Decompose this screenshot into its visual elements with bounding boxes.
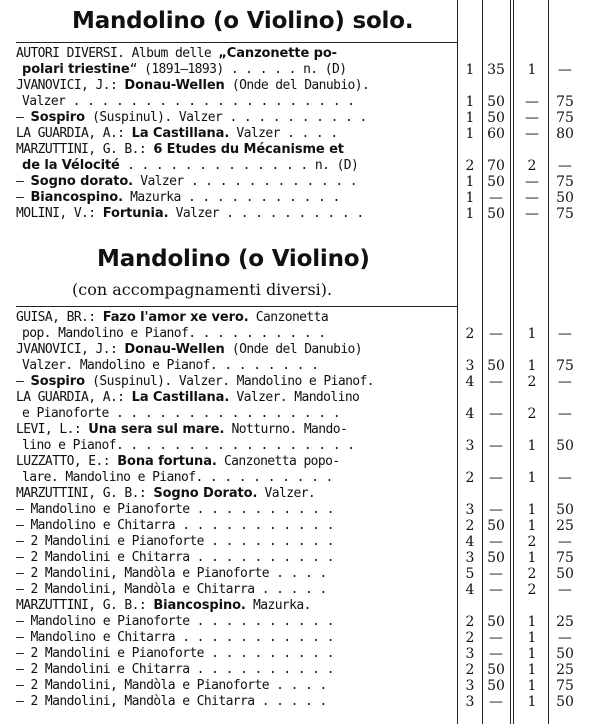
- entry-text: — 2 Mandolini e Pianoforte . . . . . . . . .: [16, 646, 334, 661]
- entry-text: Notturno. Mando-: [224, 422, 348, 437]
- entry-line: [16, 374, 456, 390]
- entry-description: [16, 630, 456, 646]
- entry-line: [16, 78, 456, 94]
- price-col-1: 1: [465, 206, 475, 222]
- catalog-entry: [0, 454, 600, 486]
- price-col-3: 1: [527, 662, 537, 678]
- entry-text: Valzer.: [257, 486, 316, 501]
- catalog-entry: [0, 518, 600, 534]
- price-col-1: 2: [465, 470, 475, 486]
- price-col-2: 50: [487, 358, 505, 374]
- price-col-4: —: [558, 326, 572, 342]
- entry-line: [16, 582, 456, 598]
- entry-description: [16, 374, 456, 390]
- entry-text: Valzer . . . . . . . . . . . .: [133, 174, 358, 189]
- price-col-4: 75: [556, 678, 574, 694]
- price-col-2: 70: [487, 158, 505, 174]
- entry-text: — 2 Mandolini, Mandòla e Pianoforte . . . .: [16, 678, 327, 693]
- price-col-1: [458, 598, 482, 614]
- price-col-1: 1: [465, 174, 475, 190]
- entry-line: [16, 174, 456, 190]
- price-col-1: 2: [465, 518, 475, 534]
- price-col-4: 50: [556, 646, 574, 662]
- entry-text: Valzer. Mandolino: [229, 390, 360, 405]
- entry-description: [16, 614, 456, 630]
- catalog-entry: [0, 422, 600, 454]
- price-col-4: —: [558, 406, 572, 422]
- price-col-1: 1: [465, 126, 475, 142]
- title-rule: [16, 42, 457, 43]
- section-subtitle: (con accompagnamenti diversi).: [72, 280, 333, 299]
- catalog-entry: [0, 190, 600, 206]
- entry-text: —: [16, 190, 31, 205]
- price-col-4: 50: [556, 566, 574, 582]
- price-col-2: —: [489, 582, 503, 598]
- entry-text: LA GUARDIA, A.:: [16, 390, 132, 405]
- work-title: „Canzonette po-: [218, 46, 337, 61]
- price-col-2: [483, 598, 509, 614]
- entry-description: [16, 390, 456, 422]
- entry-description: [16, 422, 456, 454]
- work-title: La Castillana.: [131, 126, 230, 141]
- price-col-1: 5: [465, 566, 475, 582]
- entry-text: — Mandolino e Pianoforte . . . . . . . . . .: [16, 502, 334, 517]
- price-col-4: 50: [556, 190, 574, 206]
- entry-text: lare. Mandolino e Pianof. . . . . . . . . .: [22, 470, 333, 485]
- price-col-3: —: [525, 126, 539, 142]
- price-col-1: 3: [465, 502, 475, 518]
- catalog-entry: [0, 174, 600, 190]
- entry-text: Canzonetta popo-: [216, 454, 340, 469]
- entry-line: [16, 190, 456, 206]
- entry-description: [16, 566, 456, 582]
- entry-text: AUTORI DIVERSI. Album delle: [16, 46, 219, 61]
- price-col-4: 50: [556, 694, 574, 710]
- entry-line: [16, 646, 456, 662]
- entry-text: LA GUARDIA, A.:: [16, 126, 132, 141]
- work-title: polari triestine: [22, 62, 130, 77]
- price-col-3: 2: [527, 374, 537, 390]
- title-rule: [16, 306, 457, 307]
- work-title: 6 Etudes du Mécanisme et: [153, 142, 344, 157]
- price-col-2: 35: [487, 62, 505, 78]
- entry-description: [16, 46, 456, 78]
- catalog-entry: [0, 46, 600, 78]
- entry-line: [16, 94, 456, 110]
- price-col-3: —: [525, 174, 539, 190]
- price-col-2: —: [489, 190, 503, 206]
- work-title: Una sera sul mare.: [88, 422, 225, 437]
- price-col-4: 75: [556, 206, 574, 222]
- price-col-2: —: [489, 694, 503, 710]
- price-col-3: 2: [527, 566, 537, 582]
- price-col-3: 2: [527, 406, 537, 422]
- entry-description: [16, 678, 456, 694]
- entry-description: [16, 694, 456, 710]
- entry-text: . . . . . . . . . . . . . n. (D): [119, 158, 359, 173]
- entry-text: — Mandolino e Pianoforte . . . . . . . . . .: [16, 614, 334, 629]
- price-col-3: 1: [527, 326, 537, 342]
- entry-line: [16, 406, 456, 422]
- price-col-2: —: [489, 470, 503, 486]
- price-col-2: 50: [487, 174, 505, 190]
- entry-text: — 2 Mandolini, Mandòla e Chitarra . . . . .: [16, 694, 327, 709]
- entry-line: [16, 206, 456, 222]
- price-col-2: 50: [487, 94, 505, 110]
- catalog-entry: [0, 110, 600, 126]
- price-col-3: —: [525, 110, 539, 126]
- price-col-2: —: [489, 406, 503, 422]
- entry-description: [16, 582, 456, 598]
- entry-description: [16, 518, 456, 534]
- price-col-4: [550, 486, 580, 502]
- entry-line: [16, 126, 456, 142]
- price-col-3: 1: [527, 646, 537, 662]
- price-col-2: 50: [487, 206, 505, 222]
- price-col-3: —: [525, 190, 539, 206]
- entry-text: —: [16, 374, 31, 389]
- price-col-4: 75: [556, 110, 574, 126]
- entry-text: GUISA, BR.:: [16, 310, 103, 325]
- catalog-entry: [0, 550, 600, 566]
- entry-line: [16, 486, 456, 502]
- section-title: Mandolino (o Violino): [97, 246, 370, 272]
- entry-description: [16, 454, 456, 486]
- catalog-entry: [0, 126, 600, 142]
- catalog-entry: [0, 342, 600, 374]
- entry-line: [16, 630, 456, 646]
- entry-text: — 2 Mandolini e Chitarra . . . . . . . . . .: [16, 550, 334, 565]
- price-col-1: 4: [465, 406, 475, 422]
- entry-description: [16, 534, 456, 550]
- price-col-3: 2: [527, 158, 537, 174]
- entry-line: [16, 158, 456, 174]
- price-col-3: 1: [527, 358, 537, 374]
- price-col-3: [520, 486, 544, 502]
- price-col-1: 2: [465, 630, 475, 646]
- entry-line: [16, 358, 456, 374]
- price-col-3: —: [525, 94, 539, 110]
- catalog-entry: [0, 310, 600, 342]
- entry-description: [16, 142, 456, 174]
- price-col-4: 80: [556, 126, 574, 142]
- price-col-4: —: [558, 630, 572, 646]
- catalog-entry: [0, 678, 600, 694]
- catalog-entry: [0, 614, 600, 630]
- entry-description: [16, 486, 456, 502]
- price-col-2: —: [489, 646, 503, 662]
- catalog-entry: [0, 206, 600, 222]
- work-title: Biancospino.: [30, 190, 123, 205]
- entry-text: LUZZATTO, E.:: [16, 454, 118, 469]
- entry-line: [16, 566, 456, 582]
- catalog-entry: [0, 502, 600, 518]
- entry-text: pop. Mandolino e Pianof. . . . . . . . . .: [22, 326, 326, 341]
- entry-text: Mazurka.: [245, 598, 311, 613]
- entry-description: [16, 550, 456, 566]
- price-col-4: —: [558, 582, 572, 598]
- entry-line: [16, 694, 456, 710]
- entry-description: [16, 310, 456, 342]
- price-col-4: —: [558, 374, 572, 390]
- catalog-entry: [0, 662, 600, 678]
- price-col-2: 50: [487, 110, 505, 126]
- entry-text: (Onde del Danubio).: [224, 78, 370, 93]
- entry-text: Valzer . . . . . . . . . . . . . . . . . . . .: [22, 94, 355, 109]
- price-col-4: 50: [556, 502, 574, 518]
- price-col-1: 1: [465, 94, 475, 110]
- price-col-1: 3: [465, 646, 475, 662]
- entry-text: Valzer . . . .: [229, 126, 338, 141]
- price-col-4: 25: [556, 662, 574, 678]
- entry-description: [16, 206, 456, 222]
- entry-text: — Mandolino e Chitarra . . . . . . . . . . .: [16, 518, 334, 533]
- price-col-3: 1: [527, 470, 537, 486]
- price-col-4: —: [558, 534, 572, 550]
- entry-line: [16, 142, 456, 158]
- price-col-2: 50: [487, 614, 505, 630]
- entry-line: [16, 326, 456, 342]
- entry-text: lino e Pianof. . . . . . . . . . . . . . . . .: [22, 438, 355, 453]
- price-col-1: 4: [465, 374, 475, 390]
- entry-text: —: [16, 110, 31, 125]
- work-title: Fortunia.: [102, 206, 169, 221]
- price-col-3: —: [525, 206, 539, 222]
- price-col-1: 1: [465, 190, 475, 206]
- price-col-1: 2: [465, 326, 475, 342]
- price-col-4: 25: [556, 518, 574, 534]
- price-col-1: [458, 486, 482, 502]
- entry-text: MARZUTTINI, G. B.:: [16, 142, 154, 157]
- entry-description: [16, 502, 456, 518]
- entry-description: [16, 662, 456, 678]
- work-title: de la Vélocité: [22, 158, 120, 173]
- entry-line: [16, 310, 456, 326]
- entry-line: [16, 550, 456, 566]
- catalog-entry: [0, 646, 600, 662]
- price-col-2: 50: [487, 550, 505, 566]
- price-col-3: 1: [527, 518, 537, 534]
- entry-text: MOLINI, V.:: [16, 206, 103, 221]
- work-title: La Castillana.: [131, 390, 230, 405]
- price-col-4: —: [558, 62, 572, 78]
- entry-text: LEVI, L.:: [16, 422, 89, 437]
- work-title: Donau-Wellen: [124, 342, 225, 357]
- entry-text: — 2 Mandolini, Mandòla e Chitarra . . . . .: [16, 582, 327, 597]
- entry-text: (Suspinul). Valzer. Mandolino e Pianof.: [84, 374, 374, 389]
- entry-line: [16, 438, 456, 454]
- price-col-2: 60: [487, 126, 505, 142]
- work-title: Sospiro: [30, 374, 85, 389]
- price-col-3: 1: [527, 678, 537, 694]
- catalog-entry: [0, 630, 600, 646]
- catalog-entry: [0, 534, 600, 550]
- price-col-1: 3: [465, 694, 475, 710]
- entry-description: [16, 190, 456, 206]
- entry-line: [16, 502, 456, 518]
- entry-text: MARZUTTINI, G. B.:: [16, 598, 154, 613]
- entry-line: [16, 422, 456, 438]
- entry-line: [16, 62, 456, 78]
- catalog-entry: [0, 598, 600, 614]
- entry-line: [16, 518, 456, 534]
- catalog-entry: [0, 374, 600, 390]
- entry-line: [16, 534, 456, 550]
- price-col-2: —: [489, 502, 503, 518]
- price-col-4: 75: [556, 174, 574, 190]
- price-col-1: 1: [465, 62, 475, 78]
- price-col-1: 3: [465, 438, 475, 454]
- price-col-1: 3: [465, 678, 475, 694]
- entry-text: — Mandolino e Chitarra . . . . . . . . . . .: [16, 630, 334, 645]
- entry-description: [16, 174, 456, 190]
- entry-description: [16, 110, 456, 126]
- price-col-2: —: [489, 374, 503, 390]
- entry-text: Mazurka . . . . . . . . . . .: [122, 190, 340, 205]
- price-col-4: 75: [556, 94, 574, 110]
- entry-text: Valzer . . . . . . . . . .: [168, 206, 364, 221]
- entry-text: Valzer. Mandolino e Pianof. . . . . . . .: [22, 358, 319, 373]
- catalog-entry: [0, 582, 600, 598]
- work-title: Sogno Dorato.: [153, 486, 258, 501]
- entry-line: [16, 46, 456, 62]
- price-col-3: 1: [527, 694, 537, 710]
- price-col-1: 2: [465, 614, 475, 630]
- entry-text: e Pianoforte . . . . . . . . . . . . . . . .: [22, 406, 340, 421]
- price-col-2: 50: [487, 662, 505, 678]
- price-col-4: —: [558, 470, 572, 486]
- price-col-1: 1: [465, 110, 475, 126]
- entry-description: [16, 78, 456, 110]
- entry-line: [16, 598, 456, 614]
- price-col-2: —: [489, 326, 503, 342]
- entry-text: — 2 Mandolini e Chitarra . . . . . . . . . .: [16, 662, 334, 677]
- price-col-1: 2: [465, 158, 475, 174]
- entry-text: — 2 Mandolini, Mandòla e Pianoforte . . . .: [16, 566, 327, 581]
- entry-line: [16, 390, 456, 406]
- entry-text: (Suspinul). Valzer . . . . . . . . . .: [84, 110, 367, 125]
- price-col-2: —: [489, 534, 503, 550]
- price-col-3: 1: [527, 630, 537, 646]
- entry-line: [16, 678, 456, 694]
- entry-line: [16, 470, 456, 486]
- price-col-1: 3: [465, 550, 475, 566]
- entry-text: —: [16, 174, 31, 189]
- catalog-entry: [0, 142, 600, 174]
- price-col-3: 1: [527, 502, 537, 518]
- entry-description: [16, 342, 456, 374]
- work-title: Sospiro: [30, 110, 85, 125]
- price-col-4: 75: [556, 550, 574, 566]
- price-col-4: [550, 598, 580, 614]
- price-col-2: 50: [487, 678, 505, 694]
- section-title: Mandolino (o Violino) solo.: [72, 8, 414, 34]
- entry-line: [16, 110, 456, 126]
- catalog-entry: [0, 390, 600, 422]
- work-title: Sogno dorato.: [30, 174, 133, 189]
- price-col-4: 75: [556, 358, 574, 374]
- entry-text: MARZUTTINI, G. B.:: [16, 486, 154, 501]
- price-col-3: [520, 598, 544, 614]
- price-col-2: [483, 486, 509, 502]
- price-col-3: 1: [527, 550, 537, 566]
- price-col-4: 25: [556, 614, 574, 630]
- entry-text: JVANOVICI, J.:: [16, 342, 125, 357]
- work-title: Bona fortuna.: [117, 454, 217, 469]
- entry-text: (Onde del Danubio): [224, 342, 363, 357]
- entry-description: [16, 646, 456, 662]
- work-title: Donau-Wellen: [124, 78, 225, 93]
- entry-description: [16, 598, 456, 614]
- catalog-entry: [0, 694, 600, 710]
- price-col-2: —: [489, 566, 503, 582]
- entry-line: [16, 662, 456, 678]
- price-col-3: 2: [527, 582, 537, 598]
- entry-text: “ (1891—1893) . . . . . n. (D): [129, 62, 347, 77]
- price-col-1: 3: [465, 358, 475, 374]
- price-col-3: 1: [527, 614, 537, 630]
- work-title: Fazo l'amor xe vero.: [102, 310, 249, 325]
- entry-text: Canzonetta: [248, 310, 329, 325]
- price-col-4: —: [558, 158, 572, 174]
- price-col-3: 2: [527, 534, 537, 550]
- entry-description: [16, 126, 456, 142]
- entry-line: [16, 342, 456, 358]
- entry-line: [16, 454, 456, 470]
- catalog-entry: [0, 78, 600, 110]
- price-col-1: 2: [465, 662, 475, 678]
- price-col-3: 1: [527, 62, 537, 78]
- price-col-3: 1: [527, 438, 537, 454]
- price-col-1: 4: [465, 582, 475, 598]
- entry-text: JVANOVICI, J.:: [16, 78, 125, 93]
- catalog-entry: [0, 486, 600, 502]
- price-col-2: —: [489, 630, 503, 646]
- price-col-1: 4: [465, 534, 475, 550]
- catalog-entry: [0, 566, 600, 582]
- entry-text: — 2 Mandolini e Pianoforte . . . . . . . . .: [16, 534, 334, 549]
- price-col-2: 50: [487, 518, 505, 534]
- entry-line: [16, 614, 456, 630]
- work-title: Biancospino.: [153, 598, 246, 613]
- price-col-2: —: [489, 438, 503, 454]
- price-col-4: 50: [556, 438, 574, 454]
